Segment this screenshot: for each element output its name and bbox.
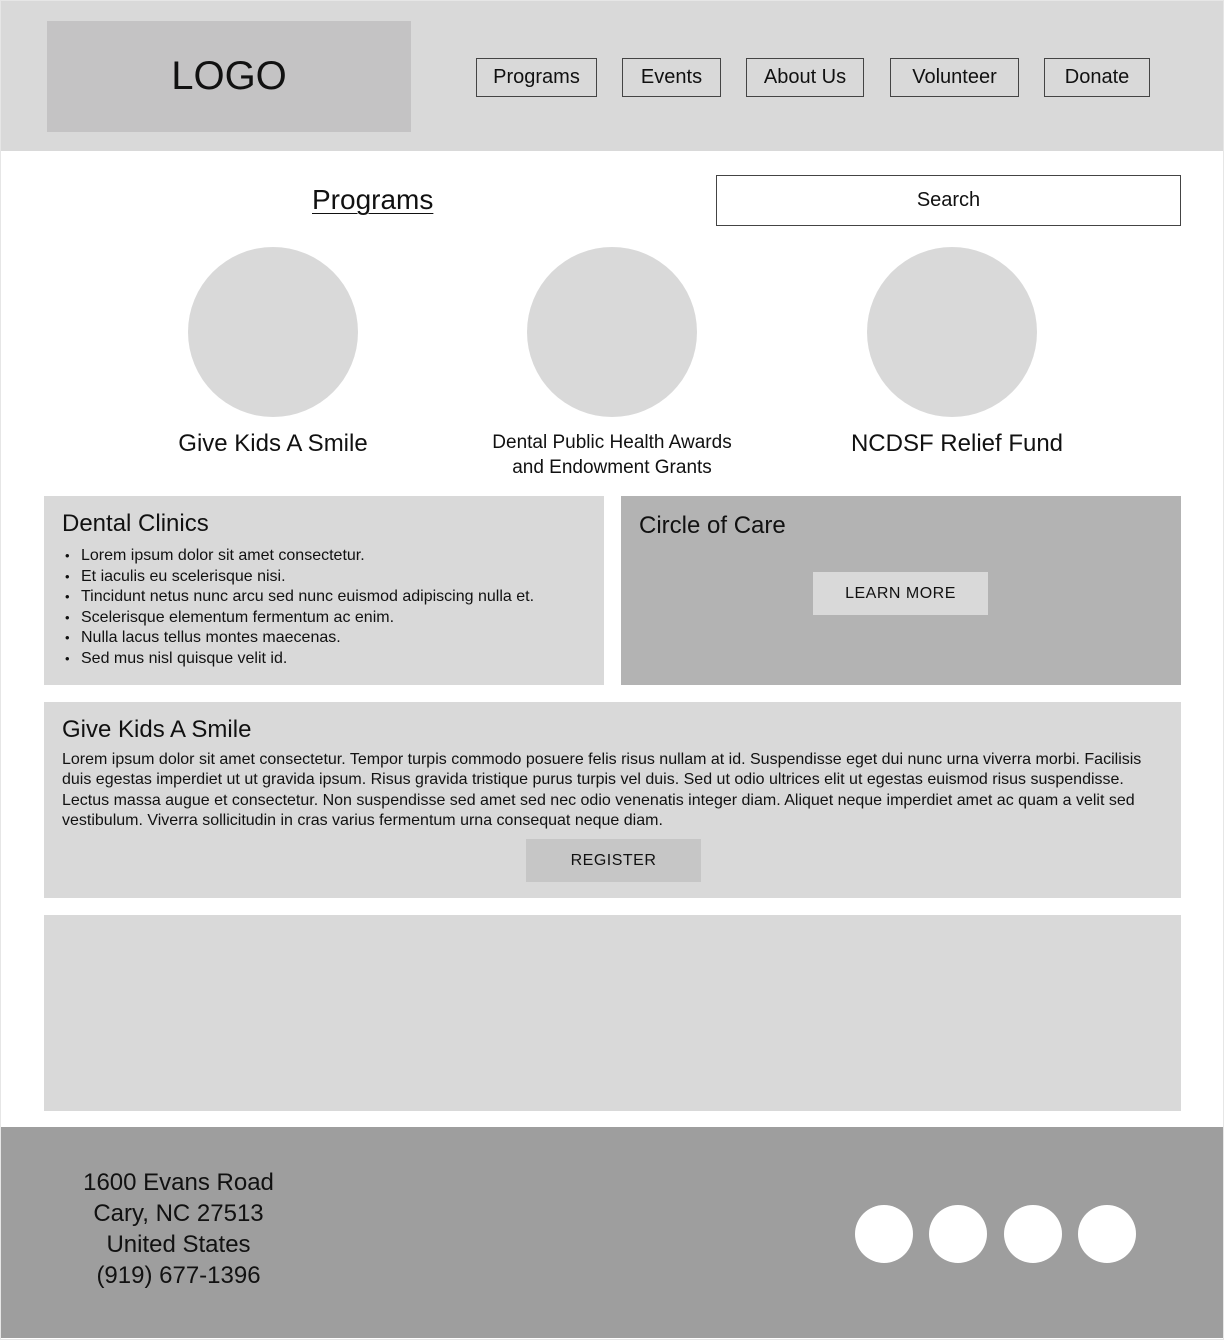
dental-clinics-panel [44, 496, 604, 685]
footer-address [61, 1167, 296, 1291]
program-label-give-kids-a-smile[interactable]: Give Kids A Smile [178, 430, 368, 457]
list-item: • Et iaculis eu scelerisque nisi. [62, 567, 586, 588]
address-country: United States [106, 1231, 251, 1258]
list-item: • Sed mus nisl quisque velit id. [62, 649, 586, 670]
give-kids-a-smile-title: Give Kids A Smile [62, 716, 252, 743]
nav-about-us[interactable]: About Us [746, 58, 864, 97]
site-footer [1, 1127, 1223, 1338]
circle-of-care-panel [621, 496, 1181, 685]
list-item: • Scelerisque elementum fermentum ac enim. [62, 608, 586, 629]
circle-of-care-title: Circle of Care [639, 512, 786, 539]
address-phone[interactable]: (919) 677-1396 [96, 1262, 261, 1289]
give-kids-a-smile-panel [44, 702, 1181, 898]
program-image-ncdsf-relief-fund[interactable] [867, 247, 1037, 417]
social-icon-2[interactable] [929, 1205, 987, 1263]
social-icon-3[interactable] [1004, 1205, 1062, 1263]
media-placeholder [44, 915, 1181, 1111]
nav-events[interactable]: Events [622, 58, 721, 97]
nav-volunteer[interactable]: Volunteer [890, 58, 1019, 97]
list-item: • Lorem ipsum dolor sit amet consectetur. [62, 546, 586, 567]
list-item: • Nulla lacus tellus montes maecenas. [62, 628, 586, 649]
address-street: 1600 Evans Road [83, 1169, 274, 1196]
list-item: • Tincidunt netus nunc arcu sed nunc euismod adipiscing nulla et. [62, 587, 586, 608]
social-icon-1[interactable] [855, 1205, 913, 1263]
nav-programs[interactable]: Programs [476, 58, 597, 97]
site-header [1, 1, 1223, 151]
dental-clinics-title: Dental Clinics [62, 510, 209, 537]
logo[interactable]: LOGO [47, 21, 411, 132]
dental-clinics-list [62, 546, 586, 669]
learn-more-button[interactable]: LEARN MORE [813, 572, 988, 615]
nav-donate[interactable]: Donate [1044, 58, 1150, 97]
programs-title[interactable]: Programs [312, 184, 434, 215]
program-image-dental-public-health[interactable] [527, 247, 697, 417]
give-kids-a-smile-body: Lorem ipsum dolor sit amet consectetur. Tempor turpis commodo posuere felis risus nullam at id. Suspendisse eget dui nunc urna viverra morbi. Facilisis duis egestas imperdiet ut ut gravida ipsum. Risus gravida tristique purus turpis vel duis. Sed ut odio ultrices elit ut egestas euismod risus suspendisse. Lectus massa augue et consectetur. Non suspendisse sed amet sed nec odio venenatis integer diam. Aliquet neque imperdiet amet ac quam a velit sed vestibulum. Viverra sollicitudin in cras varius fermentum urna consequat neque diam. [62, 751, 1142, 829]
search-input[interactable] [716, 175, 1181, 226]
program-label-ncdsf-relief-fund[interactable]: NCDSF Relief Fund [850, 430, 1064, 457]
register-button[interactable]: REGISTER [526, 839, 701, 882]
program-image-give-kids-a-smile[interactable] [188, 247, 358, 417]
social-icon-4[interactable] [1078, 1205, 1136, 1263]
program-label-dental-public-health[interactable]: Dental Public Health Awards and Endowment Grants [492, 432, 732, 478]
address-city: Cary, NC 27513 [93, 1200, 264, 1227]
